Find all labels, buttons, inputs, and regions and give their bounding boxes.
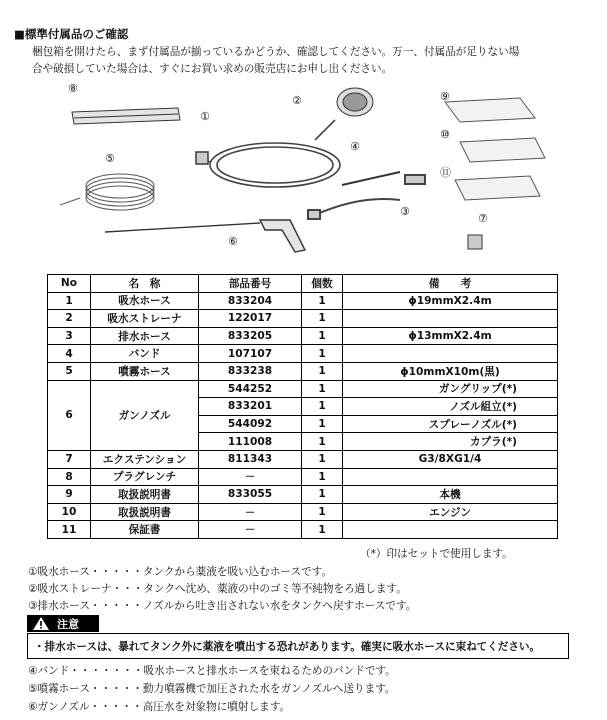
cell-qty: 1 (302, 362, 343, 380)
header-name: 名 称 (91, 275, 199, 293)
warning-icon (33, 617, 49, 630)
suction-hose-drawing (196, 120, 340, 187)
cell-name: 排水ホース (91, 327, 199, 345)
table-row (48, 380, 558, 398)
cell-qty: 1 (302, 292, 343, 310)
cell-part: 122017 (199, 310, 302, 328)
strainer-drawing (337, 88, 373, 116)
description-4: ④バンド・・・・・・・吸水ホースと排水ホースを束ねるためのバンドです。 (28, 665, 396, 677)
cell-qty: 1 (302, 398, 343, 416)
figure-label-1: ① (200, 110, 210, 123)
cell-part: 811343 (199, 450, 302, 468)
table-row (48, 521, 558, 539)
cell-qty: 1 (302, 486, 343, 504)
cell-name: プラグレンチ (91, 468, 199, 486)
cell-qty: 1 (302, 327, 343, 345)
cell-no: 2 (48, 310, 91, 328)
table-row (48, 503, 558, 521)
cell-part: － (199, 503, 302, 521)
table-row (48, 327, 558, 345)
intro-text (32, 44, 592, 78)
cell-qty: 1 (302, 468, 343, 486)
cell-name: ガンノズル (91, 380, 199, 450)
cell-qty: 1 (302, 415, 343, 433)
cell-part: 544092 (199, 415, 302, 433)
table-row (48, 310, 558, 328)
cell-name: 噴霧ホース (91, 362, 199, 380)
accessories-illustration (60, 80, 560, 270)
figure-label-11: ⑪ (440, 166, 451, 179)
cell-note (343, 345, 558, 363)
header-no: No (48, 275, 91, 293)
table-row (48, 362, 558, 380)
cell-part: 544252 (199, 380, 302, 398)
cell-no: 6 (48, 380, 91, 450)
extension-drawing (468, 235, 482, 249)
cell-part: 107107 (199, 345, 302, 363)
intro-line-2: 合や破損していた場合は、すぐにお買い求めの販売店にお申し出ください。 (32, 63, 393, 75)
cell-no: 10 (48, 503, 91, 521)
cell-qty: 1 (302, 521, 343, 539)
cell-part: － (199, 468, 302, 486)
caution-label: 注意 (57, 618, 79, 631)
figure-label-9: ⑨ (440, 90, 450, 103)
figure-label-8: ⑧ (68, 82, 78, 95)
description-2: ②吸水ストレーナ・・・タンクへ沈め、薬液の中のゴミ等不純物をろ過します。 (28, 583, 407, 595)
cell-part: 833238 (199, 362, 302, 380)
cell-note: ガングリップ(*) (343, 380, 558, 398)
cell-note: カプラ(*) (343, 433, 558, 451)
cell-note (343, 521, 558, 539)
plug-wrench-drawing (72, 108, 180, 124)
footnote: （*）印はセットで使用します。 (360, 548, 513, 560)
figure-label-7: ⑦ (478, 212, 488, 225)
cell-no: 1 (48, 292, 91, 310)
cell-note: ϕ13mmX2.4m (343, 327, 558, 345)
cell-no: 11 (48, 521, 91, 539)
cell-part: 833201 (199, 398, 302, 416)
cell-part: － (199, 521, 302, 539)
description-5: ⑤噴霧ホース・・・・・動力噴霧機で加圧された水をガンノズルへ送ります。 (28, 683, 396, 695)
cell-qty: 1 (302, 450, 343, 468)
cell-no: 7 (48, 450, 91, 468)
figure-label-2: ② (292, 94, 302, 107)
cell-qty: 1 (302, 380, 343, 398)
cell-name: 吸水ストレーナ (91, 310, 199, 328)
description-3: ③排水ホース・・・・・ノズルから吐き出されない水をタンクへ戻すホースです。 (28, 600, 417, 612)
table-row (48, 345, 558, 363)
cell-qty: 1 (302, 503, 343, 521)
caution-box (27, 633, 569, 659)
section-title: ■標準付属品のご確認 (14, 27, 129, 41)
cell-name: 取扱説明書 (91, 486, 199, 504)
cell-note: ϕ10mmX10m(黒) (343, 362, 558, 380)
cell-name: エクステンション (91, 450, 199, 468)
cell-qty: 1 (302, 433, 343, 451)
spray-hose-drawing (60, 174, 154, 210)
cell-note: ノズル組立(*) (343, 398, 558, 416)
manuals-drawing (445, 98, 545, 200)
cell-name: 取扱説明書 (91, 503, 199, 521)
cell-qty: 1 (302, 345, 343, 363)
caution-text: ・排水ホースは、暴れてタンク外に薬液を噴出する恐れがあります。確実に吸水ホースに束ねてください。 (34, 641, 541, 653)
table-row (48, 292, 558, 310)
band-drawing (342, 172, 400, 185)
header-note: 備 考 (343, 275, 558, 293)
accessories-table (47, 274, 558, 539)
cell-no: 8 (48, 468, 91, 486)
header-qty: 個数 (302, 275, 343, 293)
figure-label-10: ⑩ (440, 128, 450, 141)
table-header-row (48, 275, 558, 293)
caution-header (27, 615, 99, 632)
intro-line-1: 梱包箱を開けたら、まず付属品が揃っているかどうか、確認してください。万一、付属品が足りない場 (32, 46, 520, 58)
figure-label-5: ⑤ (105, 152, 115, 165)
cell-note: 本機 (343, 486, 558, 504)
header-part: 部品番号 (199, 275, 302, 293)
cell-part: 833055 (199, 486, 302, 504)
table-row (48, 486, 558, 504)
gun-nozzle-drawing (105, 220, 305, 252)
cell-part: 111008 (199, 433, 302, 451)
cell-note: G3/8XG1/4 (343, 450, 558, 468)
table-row (48, 468, 558, 486)
cell-note (343, 310, 558, 328)
cell-name: バンド (91, 345, 199, 363)
cell-part: 833204 (199, 292, 302, 310)
cell-note: ϕ19mmX2.4m (343, 292, 558, 310)
cell-note (343, 468, 558, 486)
description-6: ⑥ガンノズル・・・・・高圧水を対象物に噴射します。 (28, 701, 291, 713)
table-row (48, 450, 558, 468)
cell-name: 保証書 (91, 521, 199, 539)
cell-name: 吸水ホース (91, 292, 199, 310)
figure-label-6: ⑥ (228, 235, 238, 248)
cell-note: スプレーノズル(*) (343, 415, 558, 433)
cell-no: 4 (48, 345, 91, 363)
cell-note: エンジン (343, 503, 558, 521)
accessories-drawing (60, 80, 560, 270)
cell-no: 5 (48, 362, 91, 380)
cell-no: 3 (48, 327, 91, 345)
cell-part: 833205 (199, 327, 302, 345)
description-1: ①吸水ホース・・・・・タンクから薬液を吸い込むホースです。 (28, 566, 332, 578)
cell-no: 9 (48, 486, 91, 504)
figure-label-3: ③ (400, 205, 410, 218)
cell-qty: 1 (302, 310, 343, 328)
figure-label-4: ④ (350, 140, 360, 153)
